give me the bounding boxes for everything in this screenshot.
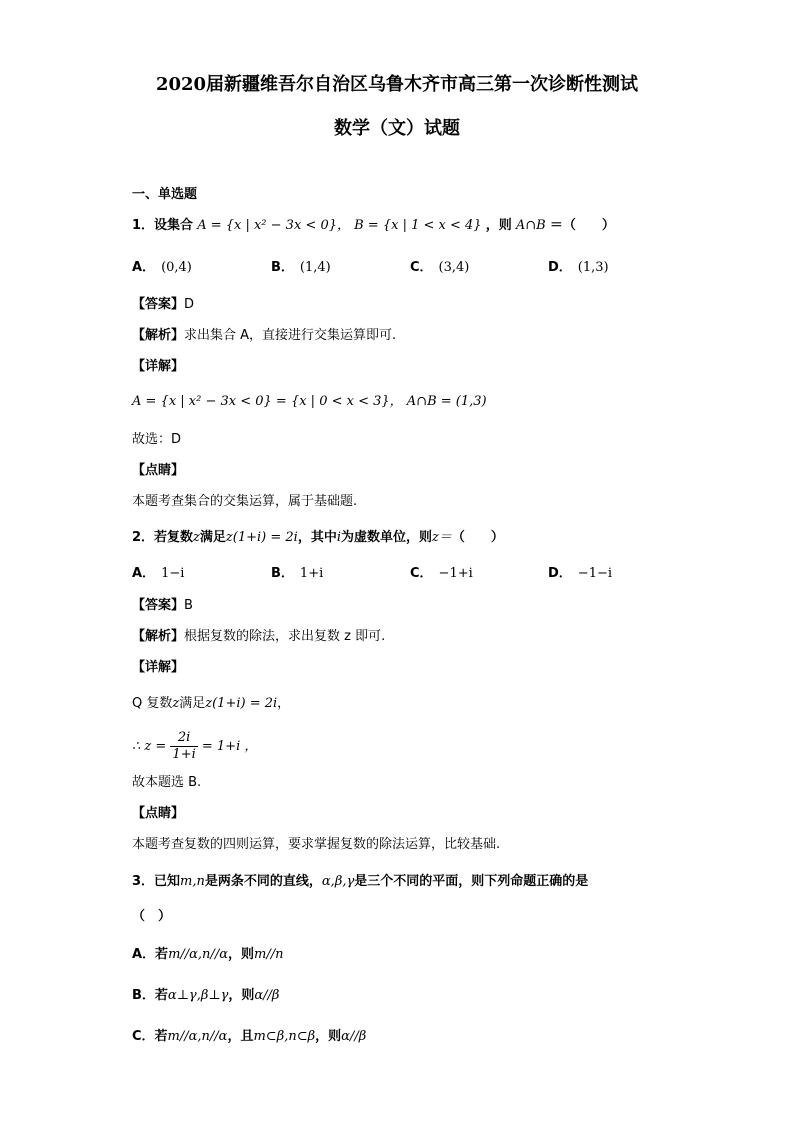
q1-stem-a: 1．设集合	[132, 218, 194, 233]
q1-stem-c: ＝（ ）	[549, 218, 615, 233]
question-3-stem: 3．已知m,n是两条不同的直线，α,β,γ是三个不同的平面，则下列命题正确的是	[132, 874, 589, 889]
q2-comment-tag: 【点睛】	[132, 806, 185, 821]
q2-comment: 本题考查复数的四则运算，要求掌握复数的除法运算，比较基础.	[132, 837, 501, 852]
q2-analysis: 【解析】根据复数的除法，求出复数 z 即可.	[132, 629, 386, 644]
q1-analysis: 【解析】求出集合 A，直接进行交集运算即可.	[132, 328, 397, 343]
document-title: 2020届新疆维吾尔自治区乌鲁木齐市高三第一次诊断性测试	[155, 74, 639, 95]
q1-answer: 【答案】D	[132, 297, 195, 312]
question-2-stem: 2．若复数z满足z(1+i) = 2i，其中i为虚数单位，则z＝（ ）	[132, 530, 504, 545]
q2-detail-line2: ∴ z = $\frac{2i}{1+i}$ = 1+i ，	[132, 730, 258, 762]
q2-option-a: A． 1−i	[132, 566, 185, 581]
q1-detail-tag: 【详解】	[132, 359, 185, 374]
q2-option-c: C． −1+i	[410, 566, 473, 581]
document-subtitle: 数学（文）试题	[334, 118, 460, 139]
q2-detail-line1: Q 复数z满足z(1+i) = 2i，	[132, 696, 291, 711]
q2-detail-tag: 【详解】	[132, 660, 185, 675]
section-heading: 一、单选题	[132, 187, 198, 202]
q1-detail-math: A = {x | x² − 3x < 0} = {x | 0 < x < 3}， A∩B = (1,3)	[132, 394, 487, 409]
q1-set-a: A = {x | x² − 3x < 0}，	[197, 218, 350, 233]
q1-expr: A∩B	[515, 218, 546, 233]
question-1-stem	[132, 216, 615, 236]
q1-option-c: C． (3,4)	[410, 260, 470, 275]
q3-blank: （ ）	[132, 909, 172, 924]
q1-stem-b: ，则	[485, 218, 512, 233]
q2-answer: 【答案】B	[132, 598, 193, 613]
q2-fraction: $\frac{2i}{1+i}$	[172, 730, 196, 762]
q2-choose: 故本题选 B.	[132, 775, 202, 790]
q3-option-b: B．若α⊥γ,β⊥γ，则α//β	[132, 988, 280, 1003]
q1-choose: 故选：D	[132, 432, 182, 447]
q1-option-d: D． (1,3)	[548, 260, 609, 275]
q3-option-a: A．若m//α,n//α，则m//n	[132, 947, 284, 962]
q1-option-b: B． (1,4)	[271, 260, 331, 275]
q1-option-a: A． (0,4)	[132, 260, 192, 275]
q1-comment: 本题考查集合的交集运算，属于基础题.	[132, 494, 358, 509]
q1-comment-tag: 【点睛】	[132, 463, 185, 478]
q2-option-d: D． −1−i	[548, 566, 613, 581]
q1-set-b: B = {x | 1 < x < 4}	[354, 218, 482, 233]
q2-option-b: B． 1+i	[271, 566, 324, 581]
q3-option-c: C．若m//α,n//α，且m⊂β,n⊂β，则α//β	[132, 1029, 367, 1044]
